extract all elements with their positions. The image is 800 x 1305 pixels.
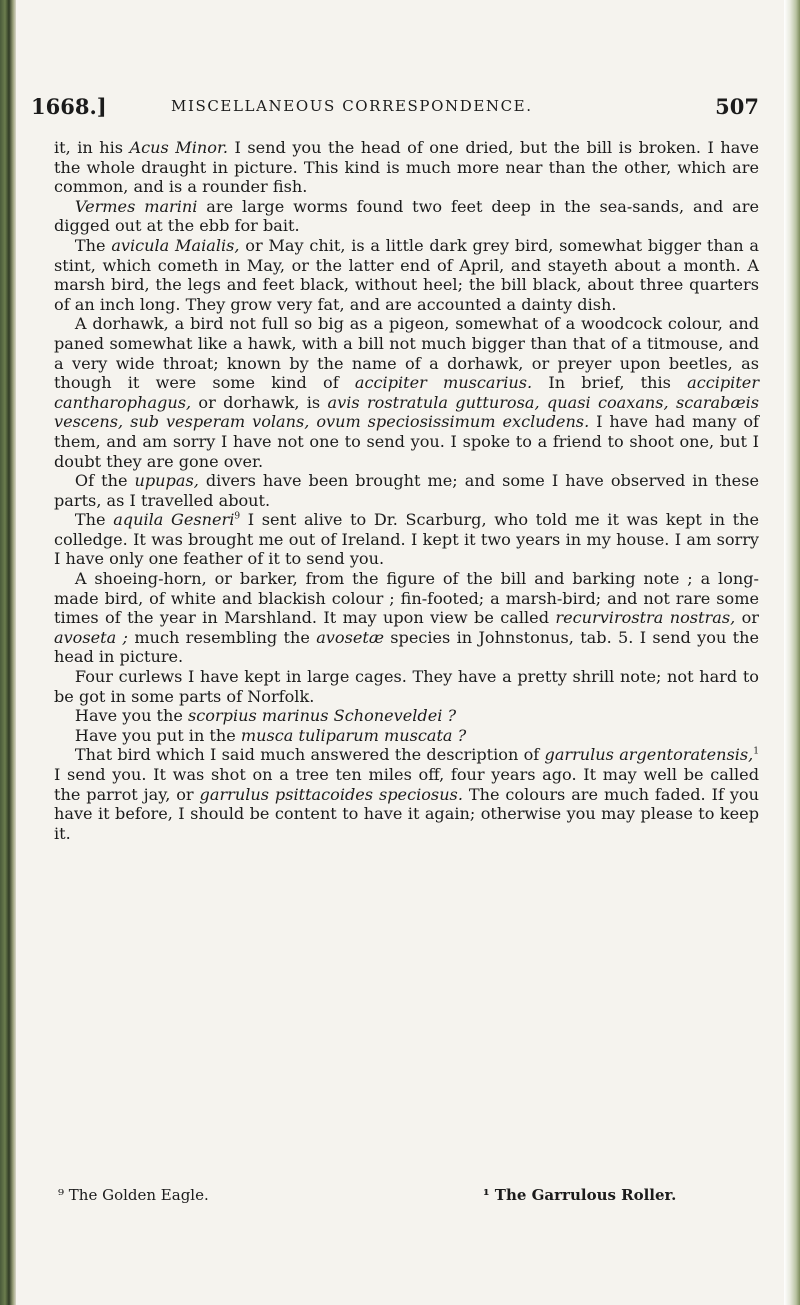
body-text bbox=[54, 138, 759, 843]
text-run: divers have been brought me; and some I have observed in these parts, as I travelled about. bbox=[54, 471, 759, 510]
text-run: In brief, this bbox=[532, 373, 688, 393]
footnote-marker: 1 bbox=[753, 747, 760, 758]
text-run: That bird which I said much answered the description of bbox=[74, 745, 545, 765]
italic-text: musca tuliparum muscata ? bbox=[240, 725, 467, 745]
italic-text: accipiter muscarius. bbox=[354, 373, 533, 393]
paragraph bbox=[54, 471, 759, 510]
header-title: MISCELLANEOUS CORRESPONDENCE. bbox=[171, 97, 533, 115]
paragraph bbox=[54, 569, 759, 667]
text-run: Have you the bbox=[74, 706, 189, 726]
text-run: The bbox=[74, 235, 112, 255]
text-run: or bbox=[735, 608, 759, 628]
italic-text: scorpius marinus Schoneveldei ? bbox=[188, 706, 457, 726]
footnote-marker: 9 bbox=[234, 511, 241, 522]
page-number: 507 bbox=[715, 94, 759, 119]
text-run: or dorhawk, is bbox=[191, 392, 328, 412]
paragraph bbox=[54, 726, 759, 746]
paragraph bbox=[54, 197, 759, 236]
text-run: Of the bbox=[74, 471, 135, 491]
footnotes bbox=[58, 1186, 758, 1208]
paragraph bbox=[54, 706, 759, 726]
italic-text: avis rostratula gutturosa, quasi coaxans, scarabæis vescens, sub vesperam volans, ovum speciosissimum excludens. bbox=[54, 392, 759, 432]
italic-text: Vermes marini bbox=[74, 196, 198, 216]
text-run: it, in his bbox=[54, 138, 130, 157]
footnote-golden-eagle: ⁹ The Golden Eagle. bbox=[58, 1186, 209, 1204]
text-run: species in Johnstonus, tab. 5. I send you the head in picture. bbox=[54, 627, 759, 667]
text-run: or May chit, is a little dark grey bird, somewhat bigger than a stint, which cometh in May, or the latter end of April, and stayeth about a month. A marsh bird, the legs and feet black, without heel; the bill black, about three quarters of an inch long. They grow very fat, and are accounted a dainty dish. bbox=[54, 235, 759, 314]
text-run: I sent alive to Dr. Scarburg, who told me it was kept in the colledge. It was brought me out of Ireland. I kept it two years in my house. I am sorry I have only one feather of it to send you. bbox=[54, 510, 759, 569]
italic-text: accipiter cantharophagus, bbox=[54, 373, 760, 412]
text-run: A dorhawk, a bird not full so big as a pigeon, somewhat of a woodcock colour, and paned somewhat like a hawk, with a bill not much bigger than that of a titmouse, and a very wide throat; known by the name of a dorhawk, or preyer upon beetles, as though it were some kind of bbox=[54, 314, 759, 393]
text-run: I send you the head of one dried, but the bill is broken. I have the whole draught in picture. This kind is much more near than the other, which are common, and is a rounder fish. bbox=[54, 138, 759, 197]
page-right-edge bbox=[784, 0, 800, 1305]
paragraph bbox=[54, 510, 759, 569]
footnote-garrulous-roller: ¹ The Garrulous Roller. bbox=[483, 1186, 677, 1204]
text-run: The colours are much faded. If you have it before, I should be content to have it again; otherwise you may please to keep it. bbox=[54, 784, 759, 843]
text-run: I have had many of them, and am sorry I have not one to send you. I spoke to a friend to shoot one, but I doubt they are gone over. bbox=[54, 412, 760, 471]
text-run: A shoeing-horn, or barker, from the figure of the bill and barking note ; a long-made bird, of white and blackish colour ; fin-footed; a marsh-bird; and not rare some times of the year in Marshland. It may upon view be called bbox=[54, 569, 759, 628]
text-run: The bbox=[74, 510, 114, 530]
paragraph bbox=[54, 236, 759, 314]
italic-text: recurvirostra nostras, bbox=[555, 608, 736, 628]
text-run: Four curlews I have kept in large cages. They have a pretty shrill note; not hard to be got in some parts of Norfolk. bbox=[54, 667, 759, 706]
running-header bbox=[31, 94, 759, 120]
italic-text: garrulus argentoratensis, bbox=[544, 745, 754, 765]
paragraph bbox=[54, 138, 759, 197]
paragraph bbox=[54, 667, 759, 706]
italic-text: garrulus psittacoides speciosus. bbox=[199, 784, 463, 804]
text-run: I send you. It was shot on a tree ten miles off, four years ago. It may well be called the parrot jay, or bbox=[54, 765, 759, 804]
italic-text: upupas, bbox=[134, 471, 199, 491]
paragraph bbox=[54, 314, 759, 471]
italic-text: avicula Maialis, bbox=[111, 235, 240, 255]
text-run: are large worms found two feet deep in the sea-sands, and are digged out at the ebb for bait. bbox=[54, 196, 759, 236]
text-run: Have you put in the bbox=[74, 725, 241, 745]
italic-text: aquila Gesneri bbox=[113, 510, 235, 530]
text-run: much resembling the bbox=[127, 627, 317, 647]
book-binding-edge bbox=[0, 0, 16, 1305]
header-year: 1668.] bbox=[31, 94, 107, 119]
paragraph bbox=[54, 745, 759, 843]
italic-text: Acus Minor. bbox=[129, 138, 229, 157]
italic-text: avosetæ bbox=[316, 627, 384, 647]
italic-text: avoseta ; bbox=[54, 627, 128, 647]
